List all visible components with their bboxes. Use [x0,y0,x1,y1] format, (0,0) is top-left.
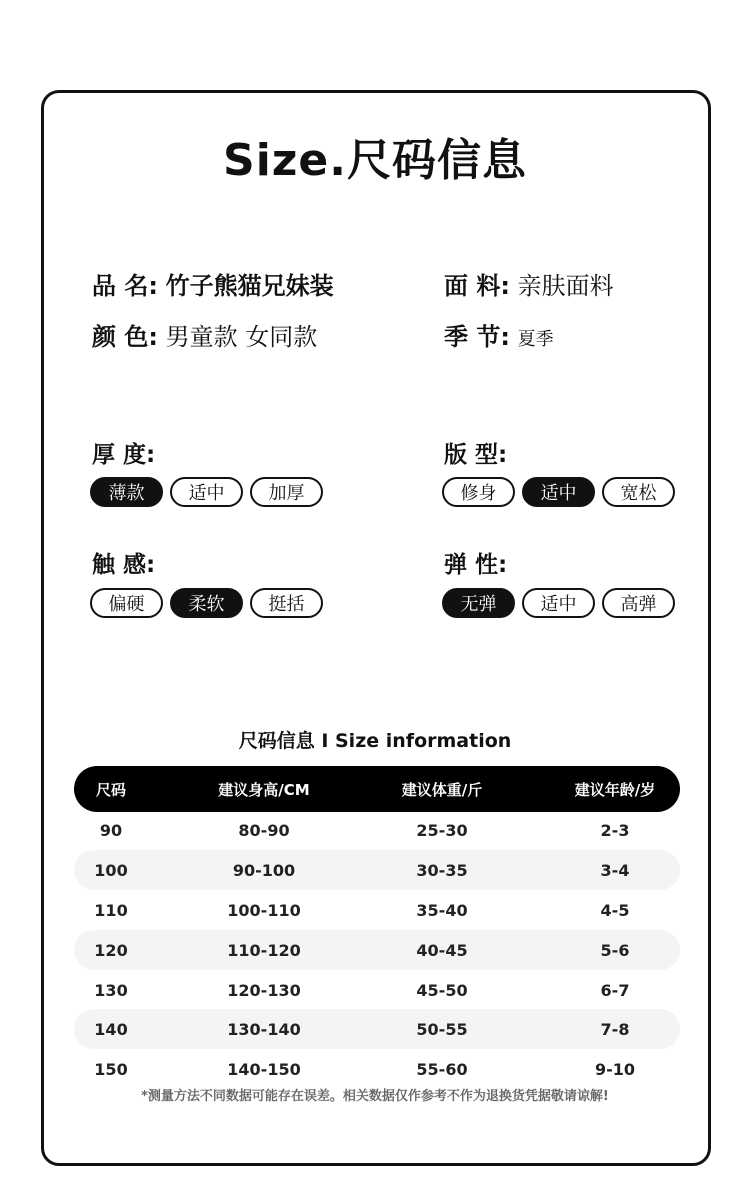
cell-weight: 35-40 [416,900,468,920]
fit-option-regular[interactable]: 适中 [522,477,595,507]
cell-size: 90 [99,820,123,840]
header-age: 建议年龄/岁 [574,780,656,799]
season-label: 季 节: [444,323,510,351]
fit-option-loose[interactable]: 宽松 [602,477,675,507]
cell-height: 140-150 [227,1059,301,1079]
fabric-value: 亲肤面料 [517,272,614,300]
color-value: 男童款 女同款 [165,323,318,351]
elasticity-options [442,588,675,618]
cell-age: 2-3 [600,820,630,840]
info-name-row [92,266,334,301]
cell-size: 150 [94,1059,128,1079]
info-fabric-row [444,266,614,301]
table-row [74,930,680,970]
elasticity-option-medium[interactable]: 适中 [522,588,595,618]
fit-options [442,477,675,507]
table-row [74,890,680,930]
cell-age: 9-10 [594,1059,636,1079]
cell-age: 5-6 [600,940,630,960]
season-value: 夏季 [517,329,554,350]
table-row [74,970,680,1010]
size-table-header [74,766,680,812]
cell-size: 110 [94,900,128,920]
table-row [74,1009,680,1049]
fit-option-slim[interactable]: 修身 [442,477,515,507]
size-table-title: 尺码信息 I Size information [238,730,512,752]
elasticity-option-none[interactable]: 无弹 [442,588,515,618]
cell-weight: 55-60 [416,1059,468,1079]
cell-weight: 50-55 [416,1019,468,1039]
thickness-option-thin[interactable]: 薄款 [90,477,163,507]
cell-weight: 25-30 [416,820,468,840]
cell-weight: 40-45 [416,940,468,960]
fabric-label: 面 料: [444,272,510,300]
elasticity-option-high[interactable]: 高弹 [602,588,675,618]
color-label: 颜 色: [92,323,158,351]
cell-height: 80-90 [238,820,290,840]
touch-option-crisp[interactable]: 挺括 [250,588,323,618]
cell-size: 130 [94,980,128,1000]
cell-age: 7-8 [600,1019,630,1039]
cell-height: 100-110 [227,900,301,920]
info-season-row [444,317,554,352]
cell-age: 6-7 [600,980,630,1000]
table-row [74,850,680,890]
header-height: 建议身高/CM [218,780,310,799]
thickness-option-thick[interactable]: 加厚 [250,477,323,507]
cell-size: 100 [94,860,128,880]
elasticity-label: 弹 性: [444,552,508,578]
thickness-options [90,477,323,507]
thickness-label: 厚 度: [92,442,156,468]
thickness-option-medium[interactable]: 适中 [170,477,243,507]
cell-height: 130-140 [227,1019,301,1039]
touch-options [90,588,323,618]
disclaimer-note: *测量方法不同数据可能存在误差。相关数据仅作参考不作为退换货凭据敬请谅解! [141,1089,609,1104]
info-color-row [92,317,317,352]
touch-option-firm[interactable]: 偏硬 [90,588,163,618]
cell-age: 4-5 [600,900,630,920]
cell-height: 90-100 [232,860,296,880]
touch-option-soft[interactable]: 柔软 [170,588,243,618]
table-row [74,810,680,850]
cell-weight: 45-50 [416,980,468,1000]
cell-size: 140 [94,1019,128,1039]
fit-label: 版 型: [444,442,508,468]
name-label: 品 名: [92,272,158,300]
cell-height: 110-120 [227,940,301,960]
header-size: 尺码 [95,780,126,799]
page-title: Size.尺码信息 [223,135,527,186]
table-row [74,1049,680,1089]
name-value: 竹子熊猫兄妹装 [165,272,334,300]
cell-size: 120 [94,940,128,960]
cell-height: 120-130 [227,980,301,1000]
header-weight: 建议体重/斤 [401,780,483,799]
touch-label: 触 感: [92,552,156,578]
cell-weight: 30-35 [416,860,468,880]
cell-age: 3-4 [600,860,630,880]
